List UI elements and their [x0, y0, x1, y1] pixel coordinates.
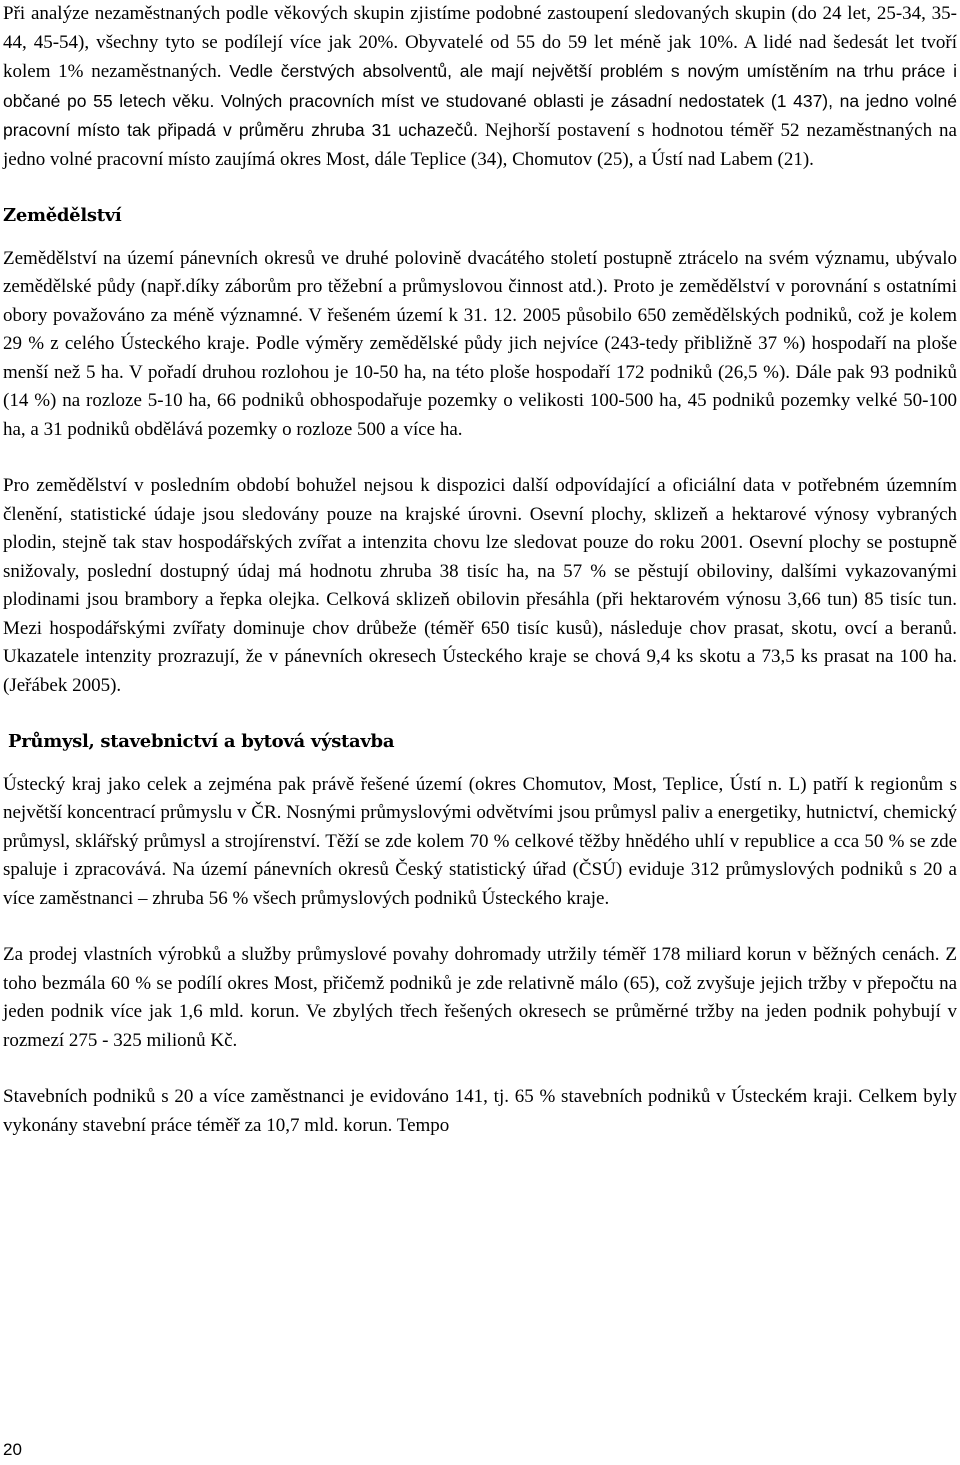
spacer [3, 174, 957, 202]
document-page [3, 0, 957, 1140]
page-number: 20 [3, 1440, 22, 1459]
spacer [3, 231, 957, 245]
paragraph-unemployment-part1: Při analýze nezaměstnaných podle věkových skupin zjistíme podobné zastoupení sledovaných skupin (do 24 let, 25-34, 35-44, 45-54), všechny tyto se podílejí více jak 20%. Obyvatelé od 55 do 59 let méně jak 10%. A lidé nad šedesát let tvoří kolem 1% nezaměstnaných. [3, 3, 957, 82]
paragraph-unemployment [3, 0, 957, 174]
paragraph-industry-2: Za prodej vlastních výrobků a služby průmyslové povahy dohromady utržily téměř 178 miliard korun v běžných cenách. Z toho bezmála 60 % se podílí okres Most, přičemž podniků je zde relativně málo (65), což zvyšuje jejich tržby v přepočtu na jeden podnik více jak 1,6 mld. korun. Ve zbylých třech řešených okresech se průměrné tržby na jeden podnik pohybují v rozmezí 275 - 325 milionů Kč. [3, 944, 957, 1051]
spacer [3, 1055, 957, 1083]
heading-industry: Průmysl, stavebnictví a bytová výstavba [8, 731, 395, 752]
spacer [3, 913, 957, 941]
paragraph-agriculture-1: Zemědělství na území pánevních okresů ve druhé polovině dvacátého století postupně ztrácelo na svém významu, ubývalo zemědělské půdy (např.díky záborům pro těžební a průmyslovou činnost atd.). Proto je zemědělství v porovnání s ostatními obory považováno za méně významné. V řešeném území k 31. 12. 2005 působilo 650 zemědělských podniků, což je kolem 29 % z celého Ústeckého kraje. Podle výměry zemědělské půdy jich nejvíce (243-tedy přibližně 37 %) hospodaří na ploše menší než 5 ha. V pořadí druhou rozlohou je 10-50 ha, na této ploše hospodaří 172 podniků (26,5 %). Dále pak 93 podniků (14 %) na rozloze 5-10 ha, 66 podniků obhospodařuje pozemky o velikosti 100-500 ha, 45 podniků pozemky velké 50-100 ha, a 31 podniků obdělává pozemky o rozloze 500 a více ha. [3, 247, 957, 440]
spacer [3, 700, 957, 728]
paragraph-unemployment-part2: Vedle čerstvých absolventů, ale mají největší problém s novým umístěním na trhu práce i občané po 55 letech věku. Volných pracovních míst ve studované oblasti je zásadní nedostatek (1 437), na jedno volné pracovní místo tak připadá v průměru zhruba 31 uchazečů. [3, 61, 957, 140]
paragraph-unemployment-part3: Nejhorší postavení s hodnotou téměř 52 nezaměstnaných na jedno volné pracovní místo zaujímá okres Most, dále Teplice (34), Chomutov (25), a Ústí nad Labem (21). [3, 120, 957, 170]
heading-agriculture: Zemědělství [3, 205, 122, 226]
paragraph-industry-1: Ústecký kraj jako celek a zejména pak právě řešené území (okres Chomutov, Most, Teplice, Ústí n. L) patří k regionům s největší koncentrací průmyslu v ČR. Nosnými průmyslovými odvětvími jsou průmysl paliv a energetiky, hutnictví, chemický průmysl, sklářský průmysl a strojírenství. Těží se zde kolem 70 % celkové těžby hnědého uhlí v republice a cca 50 % se zde spaluje i zpracovává. Na území pánevních okresů Český statistický úřad (ČSÚ) eviduje 312 průmyslových podniků s 20 a více zaměstnanci – zhruba 56 % všech průmyslových podniků Ústeckého kraje. [3, 773, 957, 909]
spacer [3, 757, 957, 771]
spacer [3, 444, 957, 472]
paragraph-industry-3: Stavebních podniků s 20 a více zaměstnanci je evidováno 141, tj. 65 % stavebních podniků v Ústeckém kraji. Celkem byly vykonány stavební práce téměř za 10,7 mld. korun. Tempo [3, 1086, 957, 1136]
paragraph-agriculture-2: Pro zemědělství v posledním období bohužel nejsou k dispozici další odpovídající a oficiální data v potřebném územním členění, statistické údaje jsou sledovány pouze na krajské úrovni. Osevní plochy, sklizeň a hektarové výnosy vybraných plodin, stejně tak stav hospodářských zvířat a intenzita chovu lze sledovat pouze do roku 2001. Osevní plochy se postupně snižovaly, poslední dostupný údaj má hodnotu zhruba 38 tisíc ha, na 57 % se pěstují obiloviny, dalšími vykazovanými plodinami jsou brambory a řepka olejka. Celková sklizeň obilovin přesáhla (při hektarovém výnosu 3,66 tun) 85 tisíc tun. Mezi hospodářskými zvířaty dominuje chov drůbeže (téměř 650 tisíc kusů), následuje chov prasat, skotu, ovcí a beranů. Ukazatele intenzity prozrazují, že v pánevních okresech Ústeckého kraje se chová 9,4 ks skotu a 73,5 ks prasat na 100 ha. (Jeřábek 2005). [3, 475, 957, 696]
